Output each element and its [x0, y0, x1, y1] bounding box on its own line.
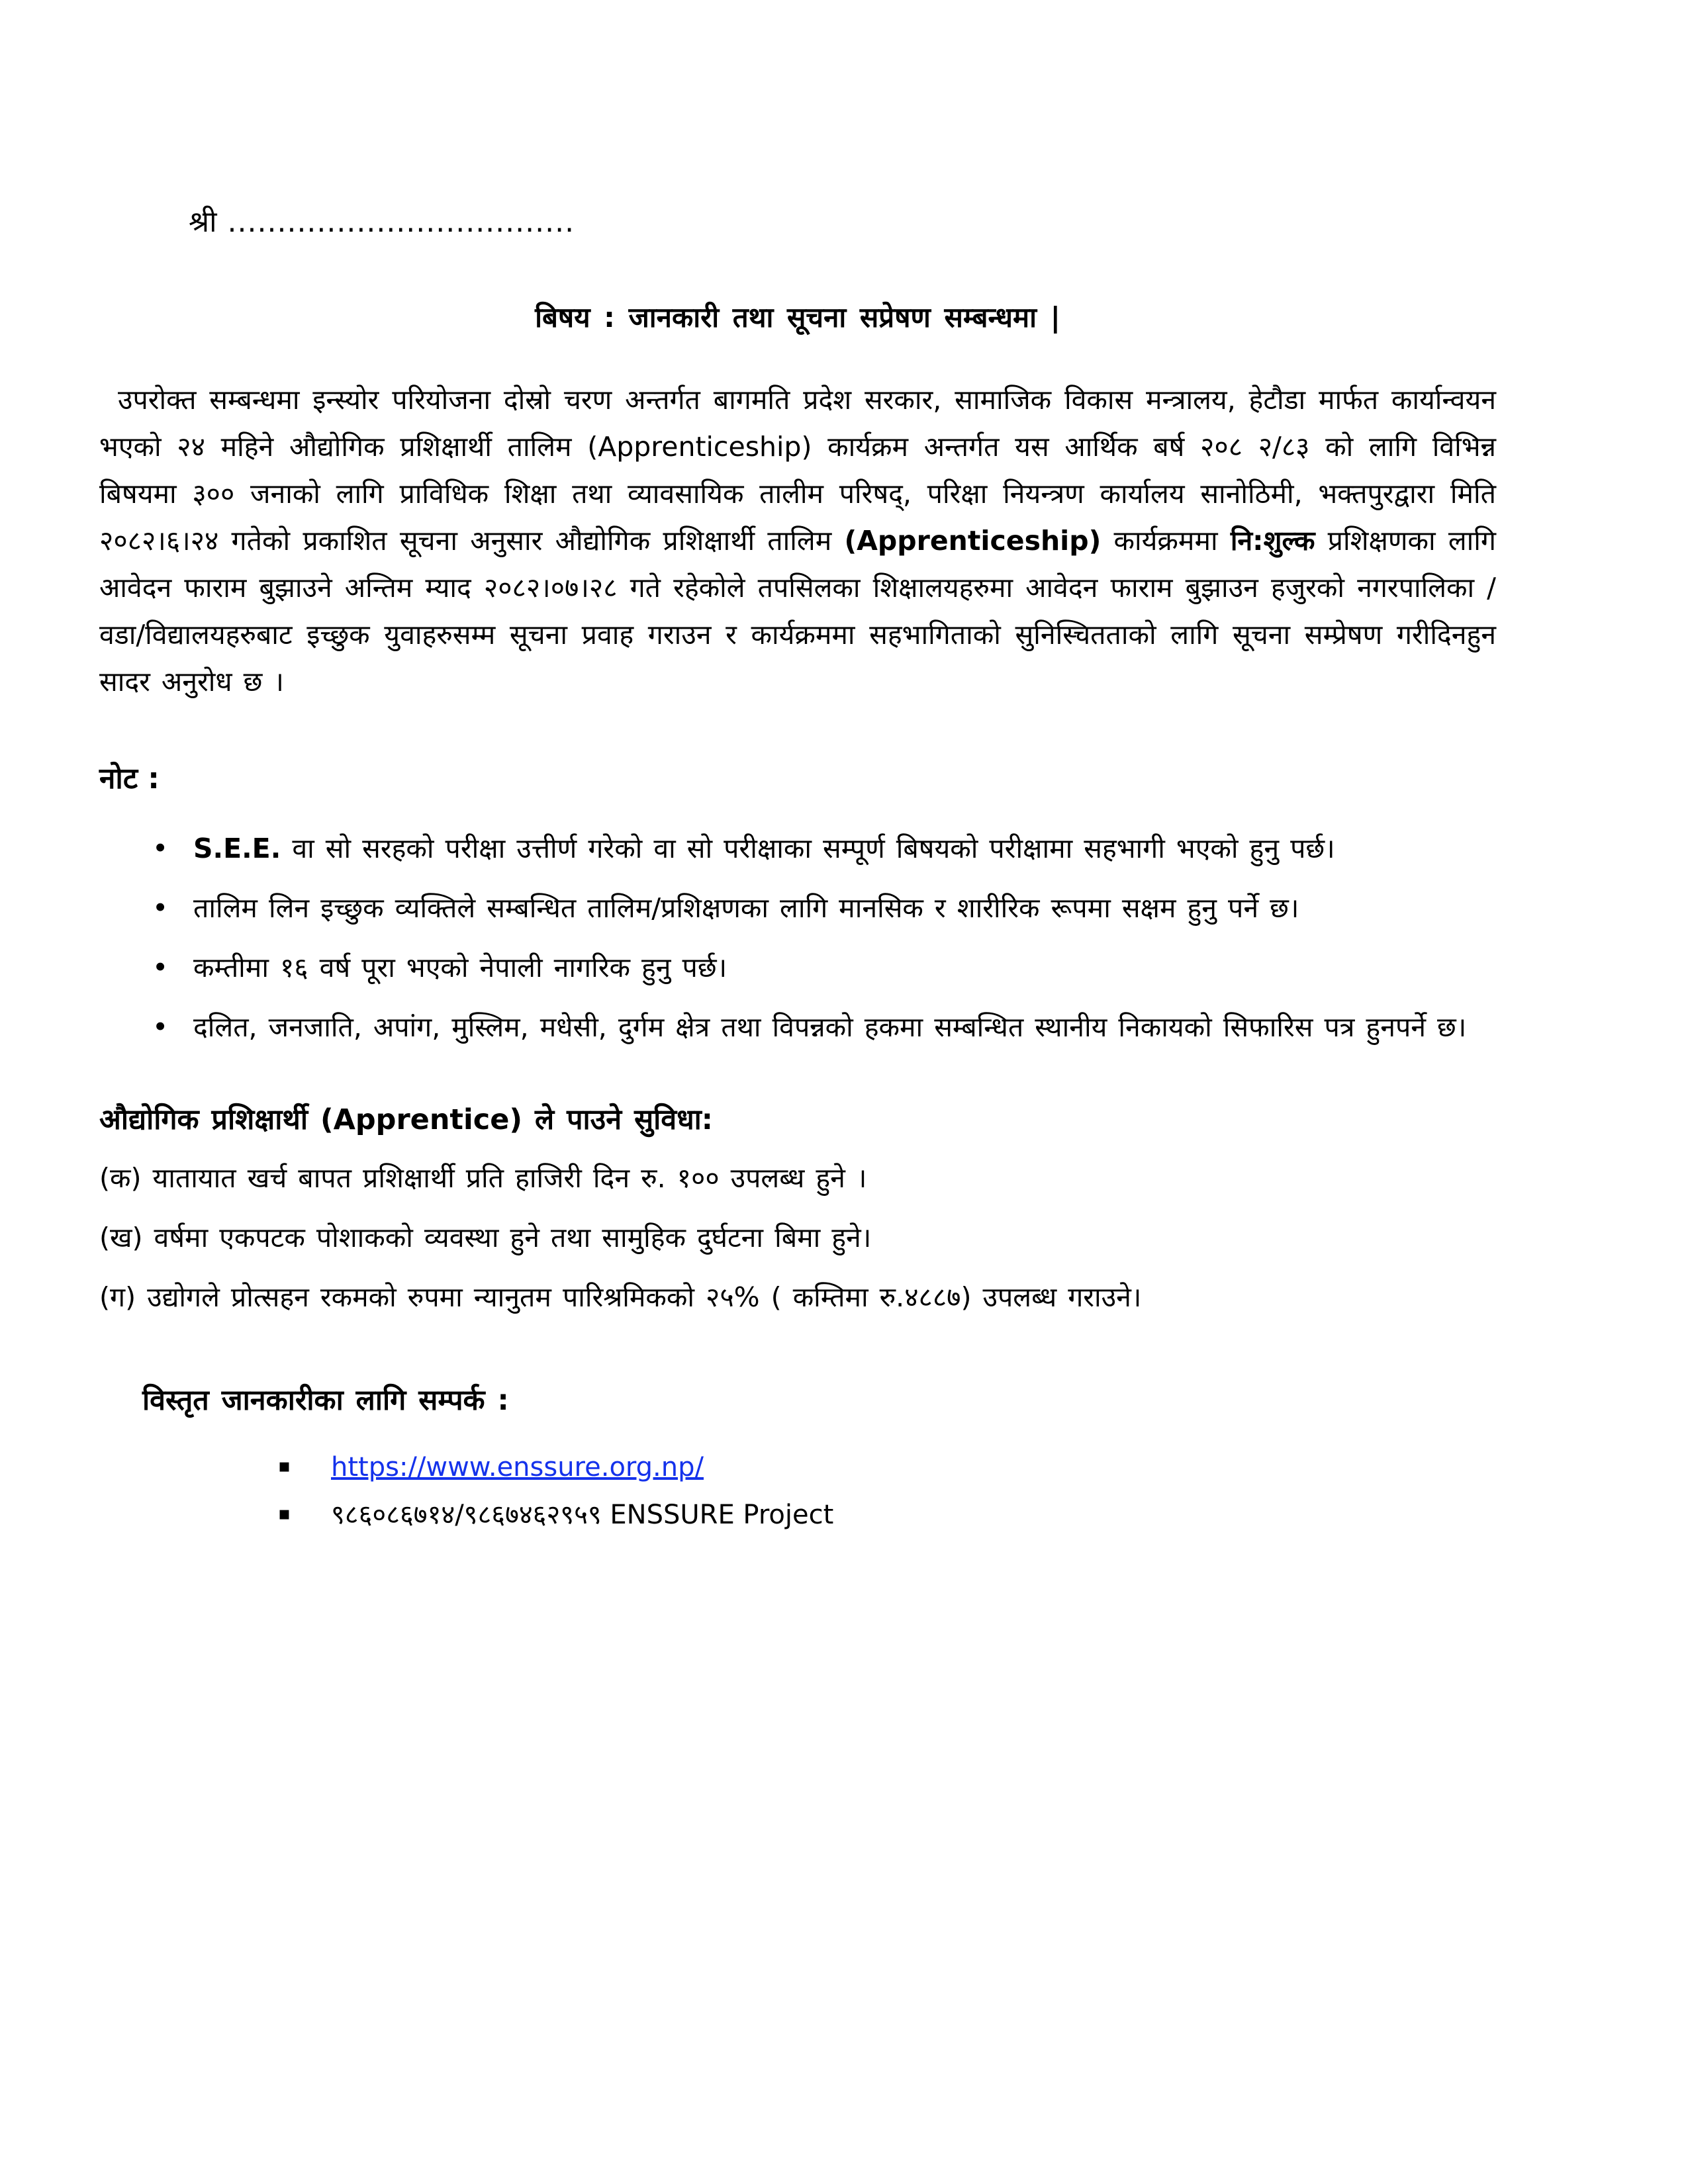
contact-heading: विस्तृत जानकारीका लागि सम्पर्क : — [142, 1384, 509, 1417]
benefit-item-ka: (क) यातायात खर्च बापत प्रशिक्षार्थी प्रति हाजिरी दिन रु. १०० उपलब्ध हुने । — [99, 1162, 867, 1194]
paragraph-segment: कार्यक्रममा — [1101, 525, 1231, 557]
paragraph-segment: उपरोक्त सम्बन्धमा इन्स्योर परियोजना दोस्रो चरण अन्तर्गत बागमति प्रदेश सरकार, सामाजिक विकास मन्त्रालय, हेटौडा मार्फत कार्यान्वयन भएको २४ महिने औद्योगिक प्रशिक्षार्थी तालिम (Apprenticeship) कार्यक्रम अन्तर्गत यस आर्थिक बर्ष २०८ २/८३ को लागि विभिन्न बिषयमा ३०० जनाको लागि प्राविधिक शिक्षा तथा व्यावसायिक तालीम परिषद्, परिक्षा नियन्त्रण कार्यालय सानोठिमी, भक्तपुरद्वारा मिति २०८२।६।२४ गतेको प्रकाशित सूचना अनुसार औद्योगिक प्रशिक्षार्थी तालिम — [99, 384, 1496, 557]
benefit-item-ga: (ग) उद्योगले प्रोत्सहन रकमको रुपमा न्यानुतम पारिश्रमिकको २५% ( कम्तिमा रु.४८८७) उपलब्ध गराउने। — [99, 1281, 1142, 1313]
contact-phone-text: ९८६०८६७१४/९८६७४६२९५९ ENSSURE Project — [331, 1500, 834, 1530]
benefits-heading: औद्योगिक प्रशिक्षार्थी (Apprentice) ले पाउने सुविधा: — [99, 1103, 713, 1136]
note-list — [99, 823, 1496, 1052]
paragraph-segment-apprenticeship-bold: (Apprenticeship) — [844, 525, 1102, 557]
paragraph-segment-free-bold: नि:शुल्क — [1230, 525, 1315, 557]
contact-item-phone — [278, 1491, 1496, 1539]
note-item — [152, 883, 1496, 933]
note-heading: नोट : — [99, 762, 160, 796]
paragraph-segment: प्रशिक्षणका लागि आवेदन फाराम बुझाउने अन्तिम म्याद २०८२।०७।२८ गते रहेकोले तपसिलका शिक्षालयहरुमा आवेदन फाराम बुझाउन हजुरको नगरपालिका /वडा/विद्यालयहरुबाट इच्छुक युवाहरुसम्म सूचना प्रवाह गराउन र कार्यक्रममा सहभागिताको सुनिस्चितताको लागि सूचना सम्प्रेषण गरीदिनहुन सादर अनुरोध छ । — [99, 525, 1496, 698]
subject-line: बिषय : जानकारी तथा सूचना सप्रेषण सम्बन्धमा | — [535, 301, 1060, 334]
contact-list — [99, 1443, 1496, 1539]
salutation-line: श्री ................................... — [189, 205, 575, 239]
note-item-text: कम्तीमा १६ वर्ष पूरा भएको नेपाली नागरिक हुनु पर्छ। — [193, 952, 727, 983]
note-item — [152, 1002, 1496, 1052]
contact-item-website — [278, 1443, 1496, 1491]
note-item-text: तालिम लिन इच्छुक व्यक्तिले सम्बन्धित तालिम/प्रशिक्षणका लागि मानसिक र शारीरिक रूपमा सक्षम हुनु पर्ने छ। — [193, 892, 1299, 924]
note-item-text: वा सो सरहको परीक्षा उत्तीर्ण गरेको वा सो परीक्षाका सम्पूर्ण बिषयको परीक्षामा सहभागी भएको हुनु पर्छ। — [281, 833, 1335, 864]
benefit-item-kha: (ख) वर्षमा एकपटक पोशाकको व्यवस्था हुने तथा सामुहिक दुर्घटना बिमा हुने। — [99, 1222, 872, 1253]
note-item — [152, 942, 1496, 993]
note-item — [152, 823, 1496, 874]
note-item-bold-prefix: S.E.E. — [193, 833, 281, 864]
enssure-website-link[interactable]: https://www.enssure.org.np/ — [331, 1452, 704, 1482]
note-item-text: दलित, जनजाति, अपांग, मुस्लिम, मधेसी, दुर्गम क्षेत्र तथा विपन्नको हकमा सम्बन्धित स्थानीय निकायको सिफारिस पत्र हुनपर्ने छ। — [193, 1011, 1467, 1043]
body-paragraph — [99, 377, 1496, 705]
